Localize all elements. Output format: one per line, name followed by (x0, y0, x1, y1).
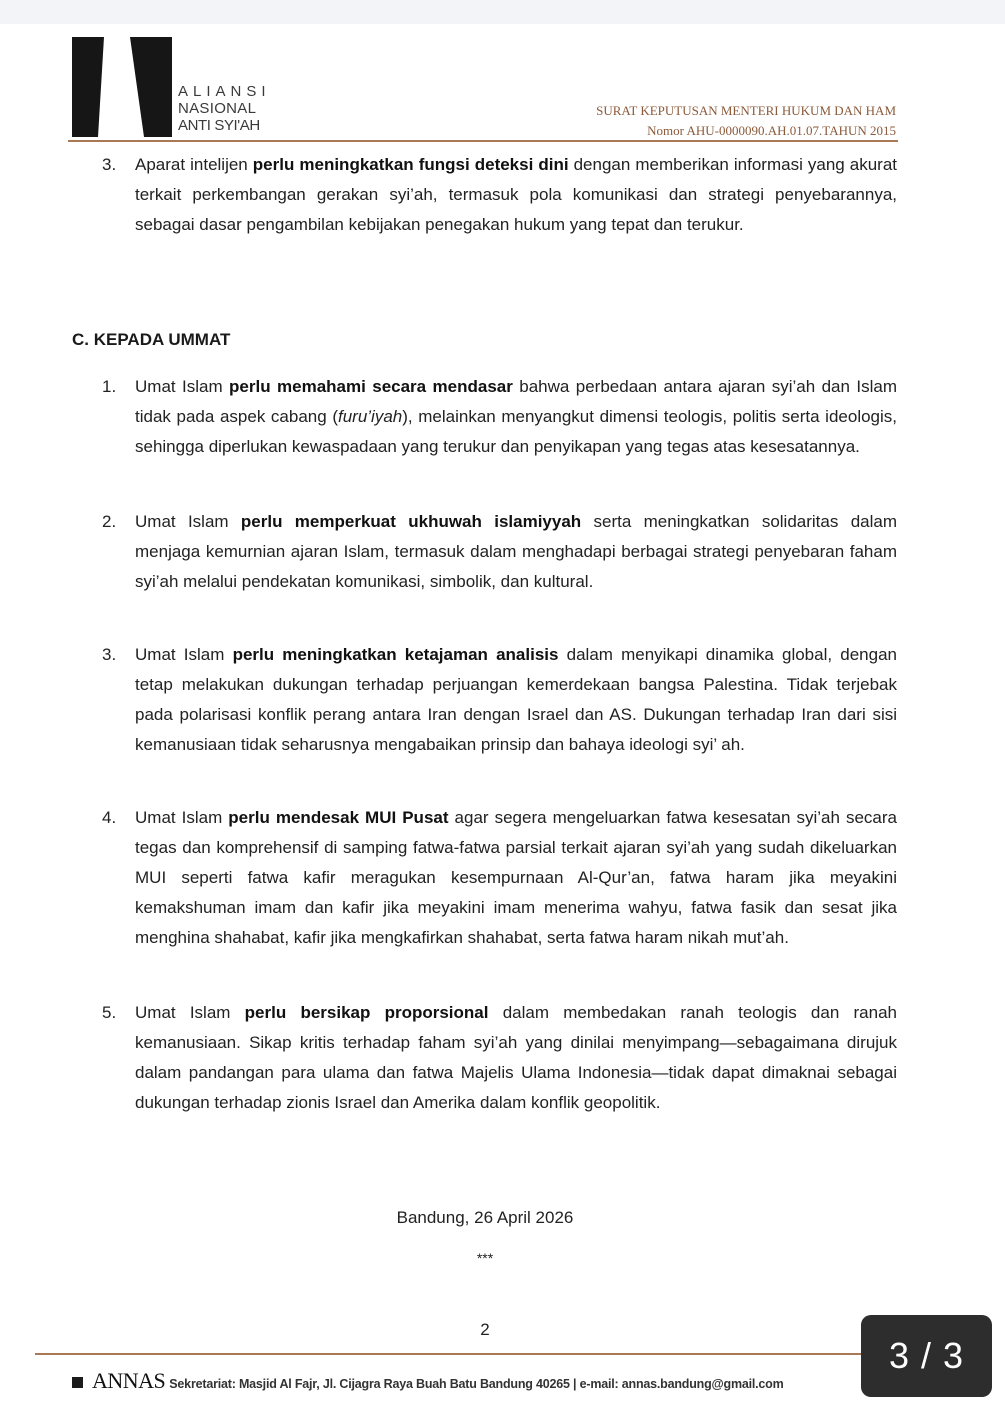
item-text: Umat Islam (135, 808, 229, 827)
item-text: Aparat intelijen (135, 155, 253, 174)
item-text: bahwa perbedaan antara ajaran syi’ah dan Islam tidak pada aspek cabang ( (135, 377, 897, 426)
item-text: agar segera mengeluarkan fatwa kesesatan syi’ah secara tegas dan komprehensif di samping fatwa-fatwa parsial terkait ajaran syi’ah yang sudah dikeluarkan MUI seperti fatwa kafir meragukan kesempurnaan Al-Qur’an, fatwa haram jika meyakini kemakshuman imam dan kafir jika meyakini imam menerima wahyu, fatwa fasik dan sesat jika menghina shahabat, kafir jika mengkafirkan shahabat, serta fatwa haram nikah mut’ah. (135, 808, 898, 947)
item-emphasis: perlu memahami secara mendasar (229, 377, 513, 396)
header-divider (68, 140, 898, 142)
item-emphasis: perlu meningkatkan fungsi deteksi dini (252, 155, 569, 174)
item-text: dalam menyikapi dinamika global, dengan tetap melakukan dukungan terhadap perjuangan kemerdekaan bangsa Palestina. Tidak terjebak pada polarisasi konflik perang antara Iran dengan Israel dan AS. Dukungan terhadap Iran dari sisi kemanusiaan tidak seharusnya mengabaikan prinsip dan bahaya ideologi syi’ ah. (135, 645, 897, 754)
footer-brand: ANNAS (92, 1368, 166, 1393)
page-indicator-badge: 3 / 3 (861, 1315, 992, 1397)
item-text: Umat Islam (135, 1003, 245, 1022)
logo-line-3: ANTI SYI'AH (178, 117, 260, 134)
item-emphasis: perlu bersikap proporsional (244, 1003, 489, 1022)
item-emphasis: perlu meningkatkan ketajaman analisis (232, 645, 559, 664)
item-text: serta meningkatkan solidaritas dalam menjaga kemurnian ajaran Islam, termasuk dalam menghadapi berbagai strategi penyebaran faham syi’ah melalui pendekatan komunikasi, simbolik, dan kultural. (135, 512, 897, 591)
item-text: Umat Islam (135, 645, 233, 664)
square-bullet-icon (72, 1377, 83, 1388)
list-item-c5 (102, 998, 897, 1118)
list-item-c1 (102, 372, 898, 462)
item-number: 2. (102, 512, 117, 531)
footer-divider (35, 1353, 915, 1355)
place-date: Bandung, 26 April 2026 (396, 1208, 574, 1227)
logo-line-2: NASIONAL (178, 100, 257, 117)
logo-wordmark (178, 83, 271, 134)
item-text: ), melainkan menyangkut dimensi teologis, politis serta ideologis, sehingga diperlukan kewaspadaan yang terukur dan penyikapan yang tegas atas kesesatannya. (135, 407, 898, 456)
item-number: 5. (102, 1003, 117, 1022)
decree-number: Nomor AHU-0000090.AH.01.07.TAHUN 2015 (647, 123, 896, 138)
item-number: 4. (102, 808, 117, 827)
viewer-top-bar (0, 0, 1005, 24)
footer (72, 1368, 784, 1394)
item-italic-term: furu’iyah (337, 407, 403, 426)
item-number: 3. (102, 155, 117, 174)
annas-logo-icon (72, 37, 172, 137)
item-text: Umat Islam (135, 512, 241, 531)
list-item-b3 (102, 150, 898, 240)
item-text: dengan memberikan informasi yang akurat terkait perkembangan gerakan syi’ah, termasuk pola komunikasi dan strategi penyebarannya, sebagai dasar pengambilan kebijakan penegakan hukum yang tepat dan terukur. (135, 155, 898, 234)
section-title: C. KEPADA UMMAT (72, 330, 231, 349)
list-item-c2 (102, 507, 897, 597)
decree-title: SURAT KEPUTUSAN MENTERI HUKUM DAN HAM (596, 103, 896, 118)
item-emphasis: perlu memperkuat ukhuwah islamiyyah (240, 512, 582, 531)
item-number: 1. (102, 377, 117, 396)
end-separator: *** (476, 1250, 494, 1266)
list-item-c4 (102, 803, 898, 953)
decree-reference (596, 101, 896, 141)
item-text: Umat Islam (135, 377, 230, 396)
page-number: 2 (480, 1320, 490, 1339)
logo-line-1: ALIANSI (178, 83, 271, 100)
list-item-c3 (102, 640, 897, 760)
item-number: 3. (102, 645, 117, 664)
item-text: dalam membedakan ranah teologis dan ranah kemanusiaan. Sikap kritis terhadap faham syi’ah yang dinilai menyimpang—sebagaimana dirujuk dalam pandangan para ulama dan fatwa Majelis Ulama Indonesia—tidak dapat dimaknai sebagai dukungan terhadap zionis Israel dan Amerika dalam konflik geopolitik. (135, 1003, 897, 1112)
item-emphasis: perlu mendesak MUI Pusat (228, 808, 449, 827)
footer-address: Sekretariat: Masjid Al Fajr, Jl. Cijagra Raya Buah Batu Bandung 40265 | e-mail: annas.bandung@gmail.com (169, 1377, 784, 1391)
